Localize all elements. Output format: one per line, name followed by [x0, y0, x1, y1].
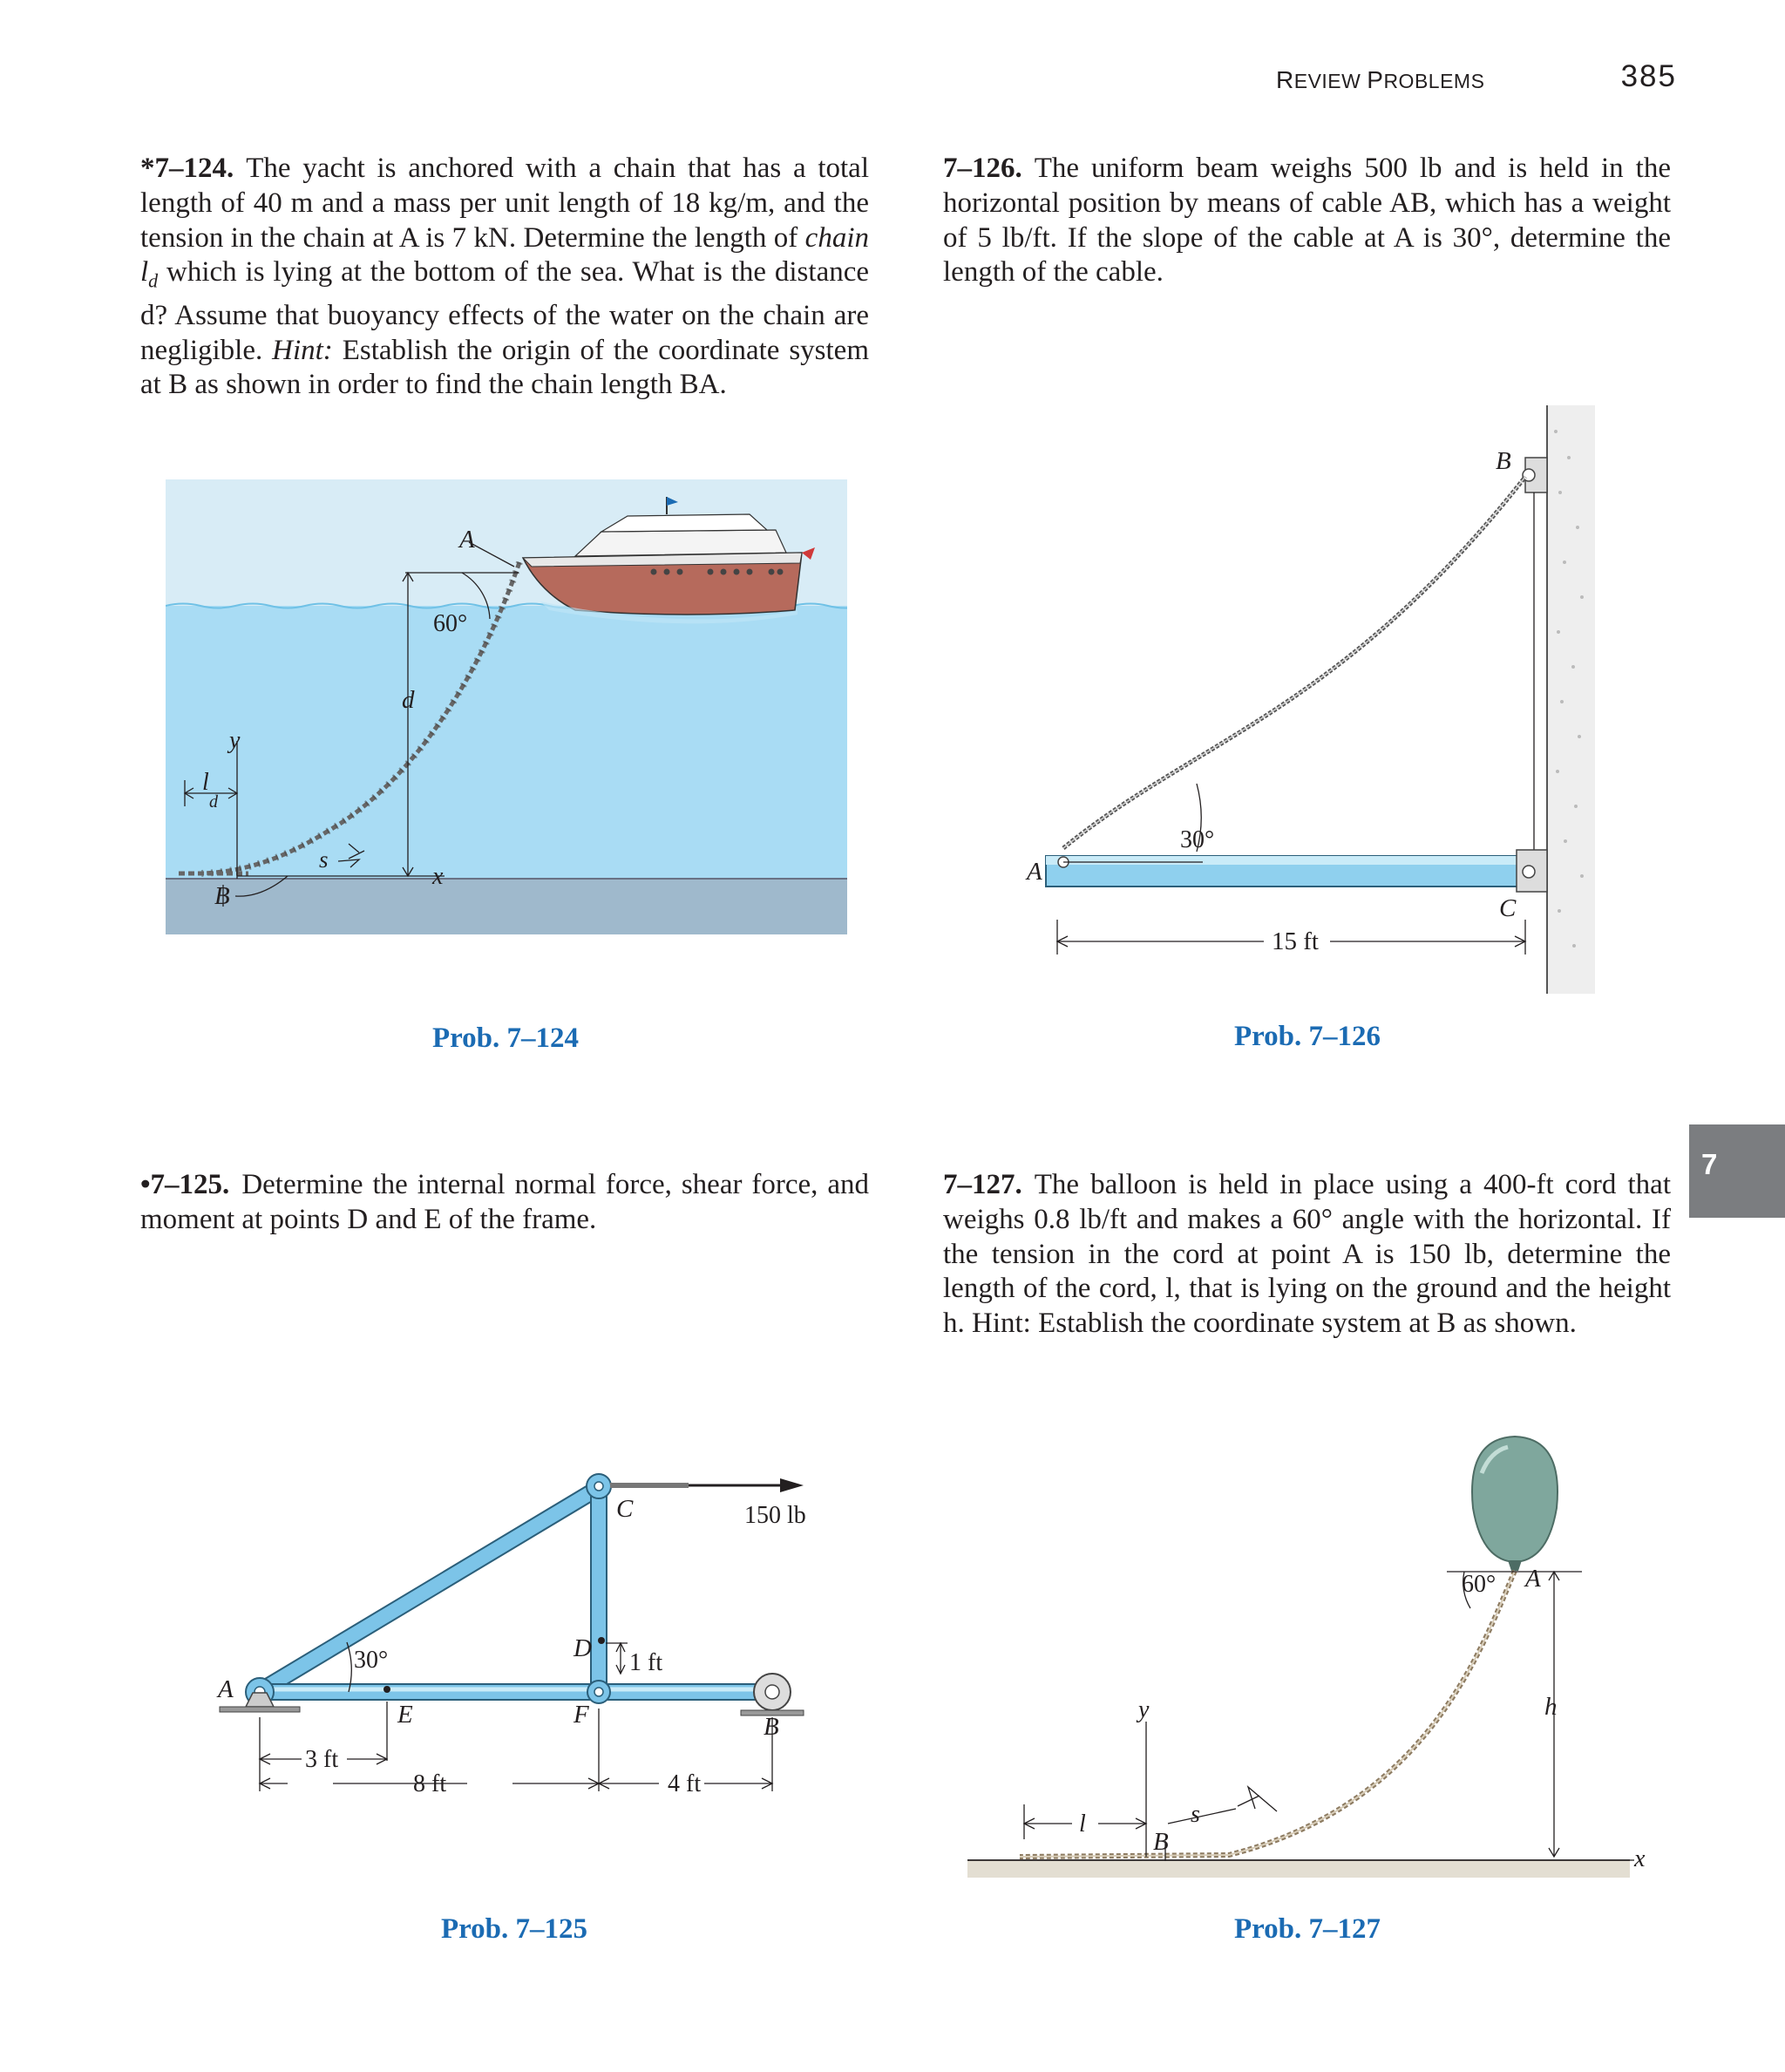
label-3ft: 3 ft: [305, 1746, 339, 1773]
label-F: F: [574, 1701, 589, 1729]
problem-7-126: [943, 152, 1671, 290]
figure-yacht-anchor-chain: [166, 479, 847, 934]
label-B: B: [1153, 1828, 1169, 1856]
figure-balloon-cord: [959, 1421, 1656, 1892]
label-B: B: [1496, 447, 1511, 475]
member-AC: [256, 1479, 607, 1697]
figure-beam-cable: [1011, 397, 1621, 1007]
label-A: A: [459, 526, 475, 554]
point-D: [598, 1637, 605, 1644]
water-background: [166, 606, 847, 880]
cable: [1063, 477, 1525, 848]
label-A: A: [1525, 1565, 1541, 1593]
wall: [1547, 405, 1595, 994]
label-l-subscript: d: [209, 792, 218, 812]
label-A: A: [1027, 858, 1042, 886]
label-l: l: [202, 769, 209, 796]
problem-number: *7–124.: [140, 153, 234, 184]
label-D: D: [574, 1634, 592, 1662]
balloon: [1472, 1437, 1558, 1562]
label-angle: 30°: [354, 1647, 389, 1674]
seabed: [166, 879, 847, 934]
label-s: s: [319, 846, 329, 873]
running-header: REVIEW PROBLEMS: [1276, 66, 1485, 93]
figure-frame: [200, 1447, 837, 1813]
label-force: 150 lb: [744, 1502, 806, 1529]
label-E: E: [397, 1701, 413, 1729]
frame-members: [256, 1479, 786, 1700]
caption-7-126: Prob. 7–126: [1233, 1021, 1381, 1052]
ground: [967, 1860, 1630, 1878]
chapter-tab: 7: [1689, 1124, 1785, 1218]
label-l: l: [1079, 1810, 1086, 1838]
label-h: h: [1544, 1693, 1558, 1721]
caption-7-124: Prob. 7–124: [431, 1022, 580, 1054]
label-x: x: [432, 863, 444, 890]
label-angle: 60°: [1462, 1571, 1497, 1598]
label-C: C: [1499, 894, 1517, 922]
page-number: 385: [1620, 59, 1677, 93]
point-E: [383, 1686, 390, 1693]
label-angle: 30°: [1180, 826, 1215, 853]
caption-7-125: Prob. 7–125: [440, 1913, 588, 1945]
label-1ft: 1 ft: [629, 1649, 663, 1676]
label-s: s: [1191, 1801, 1200, 1828]
label-B: B: [214, 882, 230, 910]
label-y: y: [1138, 1696, 1150, 1723]
label-angle: 60°: [433, 610, 468, 637]
label-x: x: [1634, 1845, 1646, 1872]
problem-text: Determine the internal normal force, shear force, and moment at points D and E of the frame.: [140, 1169, 869, 1235]
problem-7-125: [140, 1168, 869, 1238]
label-span: 15 ft: [1272, 927, 1319, 955]
problem-number: 7–127.: [943, 1169, 1022, 1200]
problem-number: •7–125.: [140, 1169, 230, 1200]
member-CF: [591, 1486, 607, 1688]
label-B: B: [764, 1713, 779, 1741]
problem-text: The uniform beam weighs 500 lb and is held in the horizontal position by means of cable AB, which has a weight of 5 lb/ft. If the slope of the cable at A is 30°, determine the length of the cable.: [943, 153, 1671, 289]
problem-number: 7–126.: [943, 153, 1022, 184]
label-4ft: 4 ft: [668, 1770, 702, 1797]
problem-text: The balloon is held in place using a 400-ft cord that weighs 0.8 lb/ft and makes a 60° angle with the horizontal. If the tension in the cord at point A is 150 lb, determine the length of the cord, l, that is lying on the ground and the height h. Hint: Establish the coordinate system at B as shown.: [943, 1169, 1671, 1340]
label-8ft: 8 ft: [413, 1770, 447, 1797]
caption-7-127: Prob. 7–127: [1233, 1913, 1381, 1945]
label-A: A: [218, 1675, 234, 1703]
cable-highlight: [1063, 477, 1525, 848]
problem-7-127: [943, 1168, 1671, 1342]
problem-7-124: *7–124. The yacht is anchored with a chain that has a total length of 40 m and a mass per unit length of 18 kg/m, and the tension in the chain at A is 7 kN. Determine the length of chain $l_d$ which is lying at the bottom of the sea. What is the distance d? Assume that buoyancy effects of the water on the chain are negligible. Hint: Establish the origin of the coordinate system at B as shown in order to find the chain length BA.: [140, 153, 870, 401]
member-AB: [256, 1684, 786, 1700]
label-d: d: [402, 686, 415, 714]
label-y: y: [229, 727, 241, 754]
balloon-knot: [1508, 1560, 1522, 1571]
label-C: C: [616, 1495, 634, 1523]
